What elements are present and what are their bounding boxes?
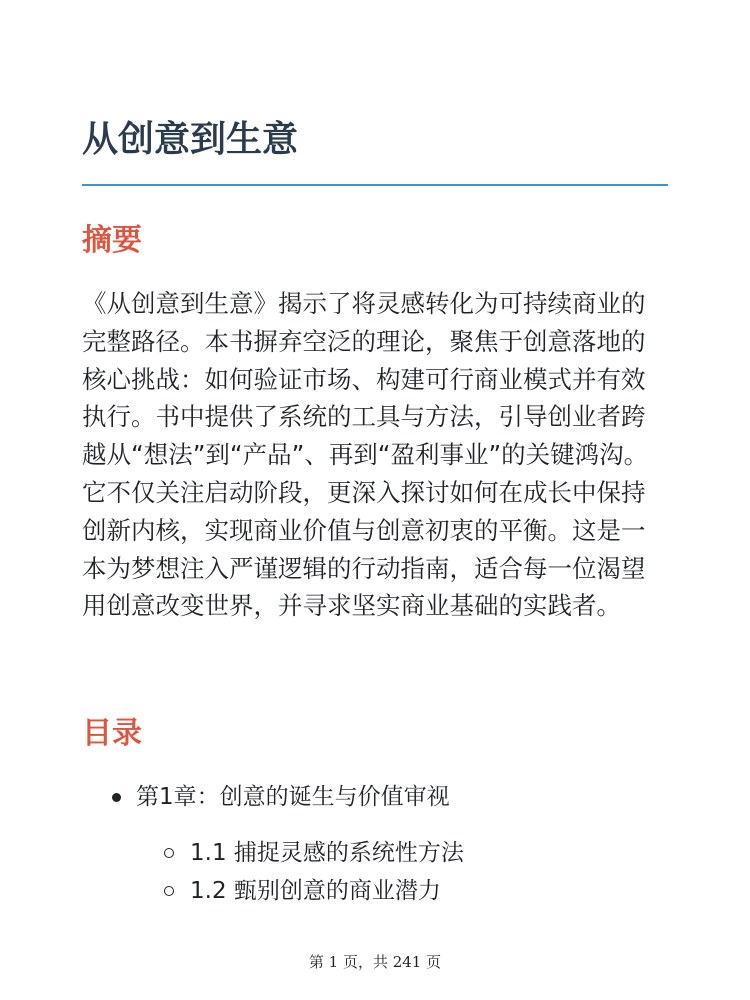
- title-divider: [82, 184, 668, 186]
- toc-list: [82, 778, 668, 910]
- bullet-circle-icon: [164, 848, 174, 858]
- toc-chapter-1[interactable]: [82, 778, 668, 816]
- toc-heading: 目录: [82, 716, 142, 751]
- bullet-disc-icon: [112, 793, 121, 802]
- page-number-footer: 第 1 页，共 241 页: [308, 953, 442, 971]
- toc-chapter-label: 第1章：创意的诞生与价值审视: [136, 784, 450, 810]
- bullet-circle-icon: [164, 886, 174, 896]
- toc-section-1-1[interactable]: [82, 834, 668, 872]
- toc-section-label: 1.2 甄别创意的商业潜力: [190, 878, 441, 904]
- toc-section-1-2[interactable]: [82, 872, 668, 910]
- toc-section-label: 1.1 捕捉灵感的系统性方法: [190, 840, 464, 866]
- document-page: [82, 0, 668, 1000]
- abstract-paragraph: 《从创意到生意》揭示了将灵感转化为可持续商业的完整路径。本书摒弃空泛的理论，聚焦于创意落地的核心挑战：如何验证市场、构建可行商业模式并有效执行。书中提供了系统的工具与方法，引导创业者跨越从“想法”到“产品”、再到“盈利事业”的关键鸿沟。它不仅关注启动阶段，更深入探讨如何在成长中保持创新内核，实现商业价值与创意初衷的平衡。这是一本为梦想注入严谨逻辑的行动指南，适合每一位渴望用创意改变世界，并寻求坚实商业基础的实践者。: [82, 289, 649, 621]
- abstract-heading: 摘要: [82, 223, 142, 258]
- document-title: 从创意到生意: [82, 119, 299, 160]
